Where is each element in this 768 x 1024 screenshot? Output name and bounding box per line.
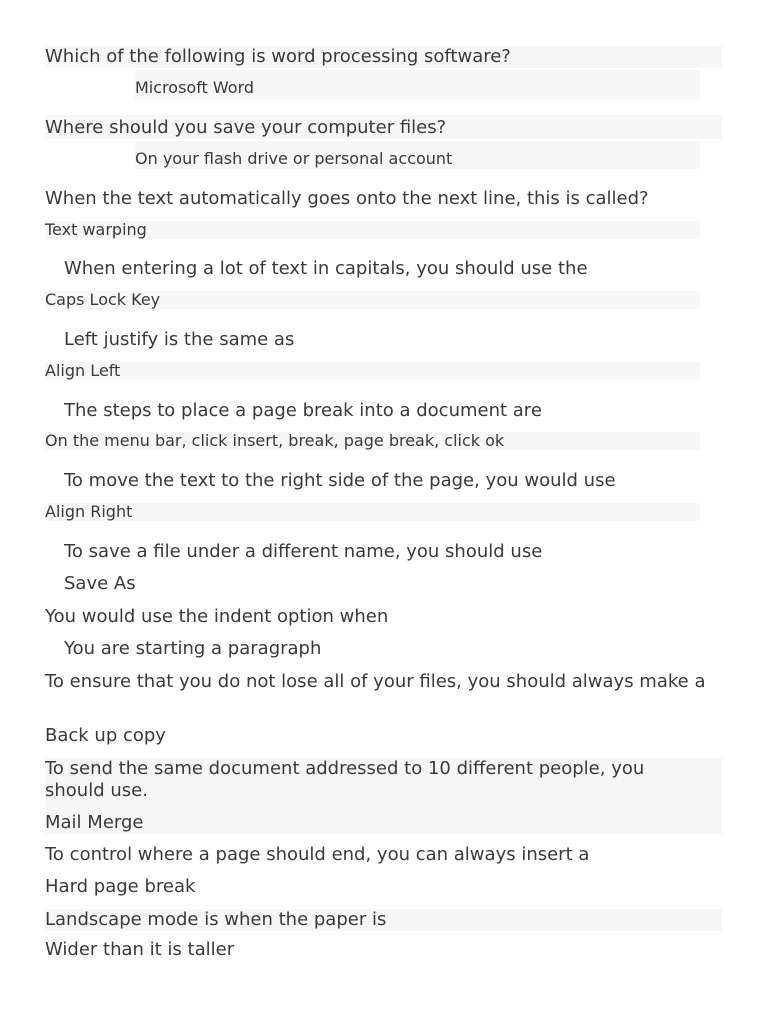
answer-text: Wider than it is taller xyxy=(45,939,235,960)
answer-text: Text warping xyxy=(45,220,147,239)
answer-text: Caps Lock Key xyxy=(45,290,161,309)
question-text: To control where a page should end, you can always insert a xyxy=(45,844,590,865)
question-text: Which of the following is word processing software? xyxy=(45,46,511,67)
question-text: Where should you save your computer files? xyxy=(45,117,447,138)
question-text: To save a file under a different name, you should use xyxy=(64,541,543,562)
question-text: To send the same document addressed to 10 different people, you should use. xyxy=(45,758,645,801)
answer-text: Align Right xyxy=(45,502,133,521)
answer-text: Back up copy xyxy=(45,725,166,746)
answer-text: Mail Merge xyxy=(45,812,144,833)
answer-text: On the menu bar, click insert, break, page break, click ok xyxy=(45,431,505,450)
question-text: Left justify is the same as xyxy=(64,329,295,350)
row-band xyxy=(45,362,700,380)
question-text: The steps to place a page break into a document are xyxy=(64,400,542,421)
answer-text: Hard page break xyxy=(45,876,196,897)
answer-text: On your flash drive or personal account xyxy=(135,149,453,168)
question-text: When the text automatically goes onto the next line, this is called? xyxy=(45,188,649,209)
question-text: To ensure that you do not lose all of your files, you should always make a xyxy=(45,671,706,692)
question-text: Landscape mode is when the paper is xyxy=(45,909,387,930)
answer-text: Save As xyxy=(64,573,136,594)
row-band xyxy=(45,503,700,521)
answer-text: Microsoft Word xyxy=(135,78,255,97)
question-text: You would use the indent option when xyxy=(45,606,389,627)
question-text: To move the text to the right side of the page, you would use xyxy=(64,470,616,491)
answer-text: Align Left xyxy=(45,361,121,380)
question-text: When entering a lot of text in capitals, you should use the xyxy=(64,258,588,279)
answer-text: You are starting a paragraph xyxy=(64,638,322,659)
